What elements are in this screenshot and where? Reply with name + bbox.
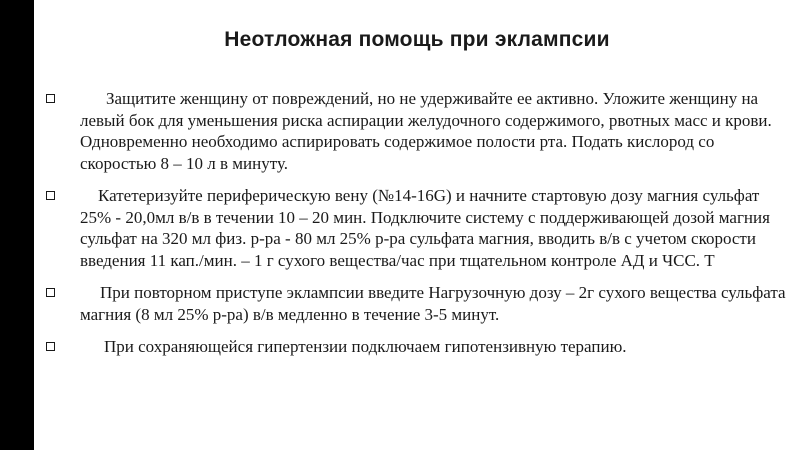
slide bbox=[34, 0, 800, 450]
bullet-list bbox=[46, 88, 786, 369]
square-bullet-icon bbox=[46, 342, 55, 351]
slide-title: Неотложная помощь при эклампсии bbox=[224, 28, 610, 51]
square-bullet-icon bbox=[46, 94, 55, 103]
bullet-text: Защитите женщину от повреждений, но не удерживайте ее активно. Уложите женщину на левый бок для уменьшения риска аспирации желудочного содержимого, рвотных масс и крови. Одновременно необходимо аспирировать содержимое полости рта. Подать кислород со скоростью 8 – 10 л в минуту. bbox=[80, 89, 772, 173]
bullet-text: Катетеризуйте периферическую вену (№14-16G) и начните стартовую дозу магния сульфат 25% - 20,0мл в/в в течении 10 – 20 мин. Подключите систему с поддерживающей дозой магния сульфат на 320 мл физ. р-ра - 80 мл 25% р-ра сульфата магния, вводить в/в с учетом скорости введения 11 кап./мин. – 1 г сухого вещества/час при тщательном контроле АД и ЧСС. Т bbox=[80, 186, 770, 270]
bullet-item bbox=[46, 185, 786, 271]
bullet-item bbox=[46, 88, 786, 174]
bullet-text: При сохраняющейся гипертензии подключаем гипотензивную терапию. bbox=[104, 337, 627, 356]
bullet-item bbox=[46, 336, 786, 358]
square-bullet-icon bbox=[46, 288, 55, 297]
bullet-text: При повторном приступе эклампсии введите Нагрузочную дозу – 2г сухого вещества сульфата магния (8 мл 25% р-ра) в/в медленно в течение 3-5 минут. bbox=[80, 283, 786, 324]
square-bullet-icon bbox=[46, 191, 55, 200]
bullet-item bbox=[46, 282, 786, 325]
left-accent-bar bbox=[0, 0, 34, 450]
